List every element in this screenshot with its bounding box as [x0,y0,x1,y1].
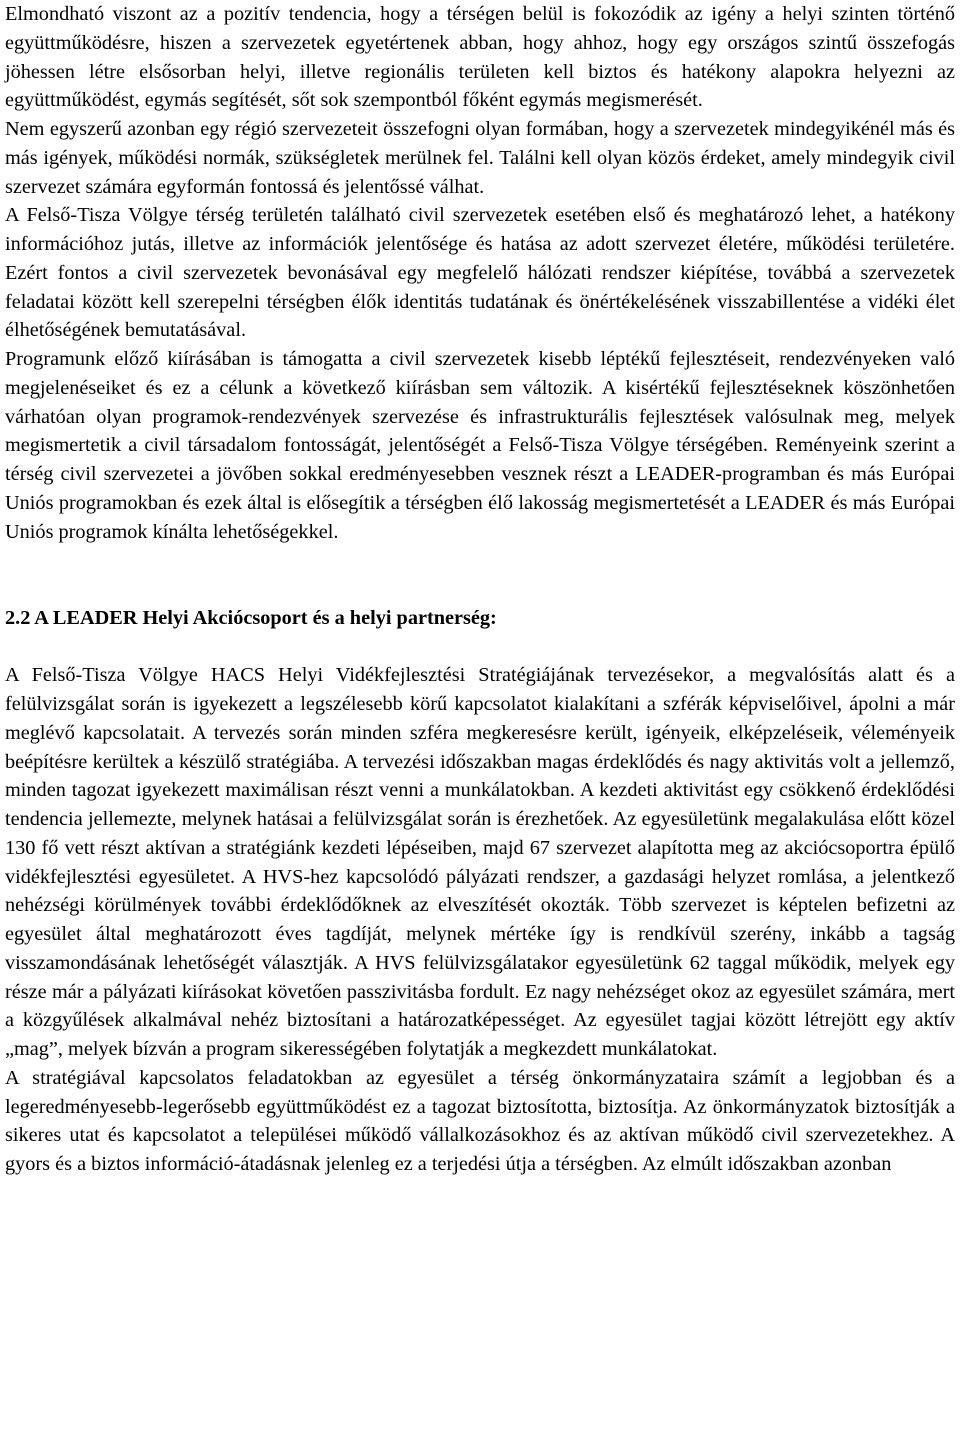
spacer [5,546,955,604]
document-page [5,0,955,1179]
paragraph-5: A Felső-Tisza Völgye HACS Helyi Vidékfejlesztési Stratégiájának tervezésekor, a megvalósítás alatt és a felülvizsgálat során is igyekezett a legszélesebb körű kapcsolatot kialakítani a szférák képviselőivel, ápolni a már meglévő kapcsolatait. A tervezés során minden szféra megkeresésre került, igényeik, elképzeléseik, véleményeik beépítésre kerültek a készülő stratégiába. A tervezési időszakban magas érdeklődés és nagy aktivitás volt a jellemző, minden tagozat igyekezett maximálisan részt venni a munkálatokban. A kezdeti aktivitást egy csökkenő érdeklődési tendencia jellemezte, melynek hatásai a felülvizsgálat során is érezhetőek. Az egyesületünk megalakulása előtt közel 130 fő vett részt aktívan a stratégiánk kezdeti lépéseiben, majd 67 szervezet alapította meg az akciócsoportra épülő vidékfejlesztési egyesületet. A HVS-hez kapcsolódó pályázati rendszer, a gazdasági helyzet romlása, a jelentkező nehézségi körülmények további érdeklődőknek az elveszítését okozták. Több szervezet is képtelen befizetni az egyesület által meghatározott éves tagdíját, melynek mértéke így is rendkívül szerény, inkább a tagság visszamondásának lehetőségét választják. A HVS felülvizsgálatakor egyesületünk 62 taggal működik, melyek egy része már a pályázati kiírásokat követően passzivitásba fordult. Ez nagy nehézséget okoz az egyesület számára, mert a közgyűlések alkalmával nehéz biztosítani a határozatképességet. Az egyesület tagjai között létrejött egy aktív „mag”, melyek bízván a program sikerességében folytatják a megkezdett munkálatokat. [5,664,955,1060]
paragraph-2: Nem egyszerű azonban egy régió szervezeteit összefogni olyan formában, hogy a szervezetek mindegyikénél más és más igények, működési normák, szükségletek merülnek fel. Találni kell olyan közös érdeket, amely mindegyik civil szervezet számára egyformán fontossá és jelentőssé válhat. [5,118,955,198]
section-heading: 2.2 A LEADER Helyi Akciócsoport és a helyi partnerség: [5,606,497,629]
paragraph-6: A stratégiával kapcsolatos feladatokban az egyesület a térség önkormányzataira számít a legjobban és a legeredményesebb-legerősebb együttműködést ez a tagozat biztosította, biztosítja. Az önkormányzatok biztosítják a sikeres utat és kapcsolatot a települései működő vállalkozásokhoz és az aktívan működő civil szervezetekhez. A gyors és a biztos információ-átadásnak jelenleg ez a terjedési útja a térségben. Az elmúlt időszakban azonban [5,1066,955,1175]
paragraph-3: A Felső-Tisza Völgye térség területén található civil szervezetek esetében első és meghatározó lehet, a hatékony információhoz jutás, illetve az információk jelentősége és hatása az adott szervezet életére, működési területére. Ezért fontos a civil szervezetek bevonásával egy megfelelő hálózati rendszer kiépítése, továbbá a szervezetek feladatai között kell szerepelni térségben élők identitás tudatának és önértékelésének visszabillentése a vidéki élet élhetőségének bemutatásával. [5,204,955,342]
spacer [5,633,955,662]
paragraph-4: Programunk előző kiírásában is támogatta a civil szervezetek kisebb léptékű fejlesztéseit, rendezvényeken való megjelenéseiket és ez a célunk a következő kiírásban sem változik. A kisértékű fejlesztéseknek köszönhetően várhatóan olyan programok-rendezvények szervezése és infrastrukturális fejlesztések valósulnak meg, melyek megismertetik a civil társadalom fontosságát, jelentőségét a Felső-Tisza Völgye térségében. Reményeink szerint a térség civil szervezetei a jövőben sokkal eredményesebben vesznek részt a LEADER-programban és más Európai Uniós programokban és ezek által is elősegítik a térségben élő lakosság megismertetését a LEADER és más Európai Uniós programok kínálta lehetőségekkel. [5,348,955,543]
paragraph-1: Elmondható viszont az a pozitív tendencia, hogy a térségen belül is fokozódik az igény a helyi szinten történő együttműködésre, hiszen a szervezetek egyetértenek abban, hogy ahhoz, hogy egy országos szintű összefogás jöhessen létre elsősorban helyi, illetve regionális területen kell biztos és hatékony alapokra helyezni az együttműködést, egymás segítését, sőt sok szempontból főként egymás megismerését. [5,3,955,112]
